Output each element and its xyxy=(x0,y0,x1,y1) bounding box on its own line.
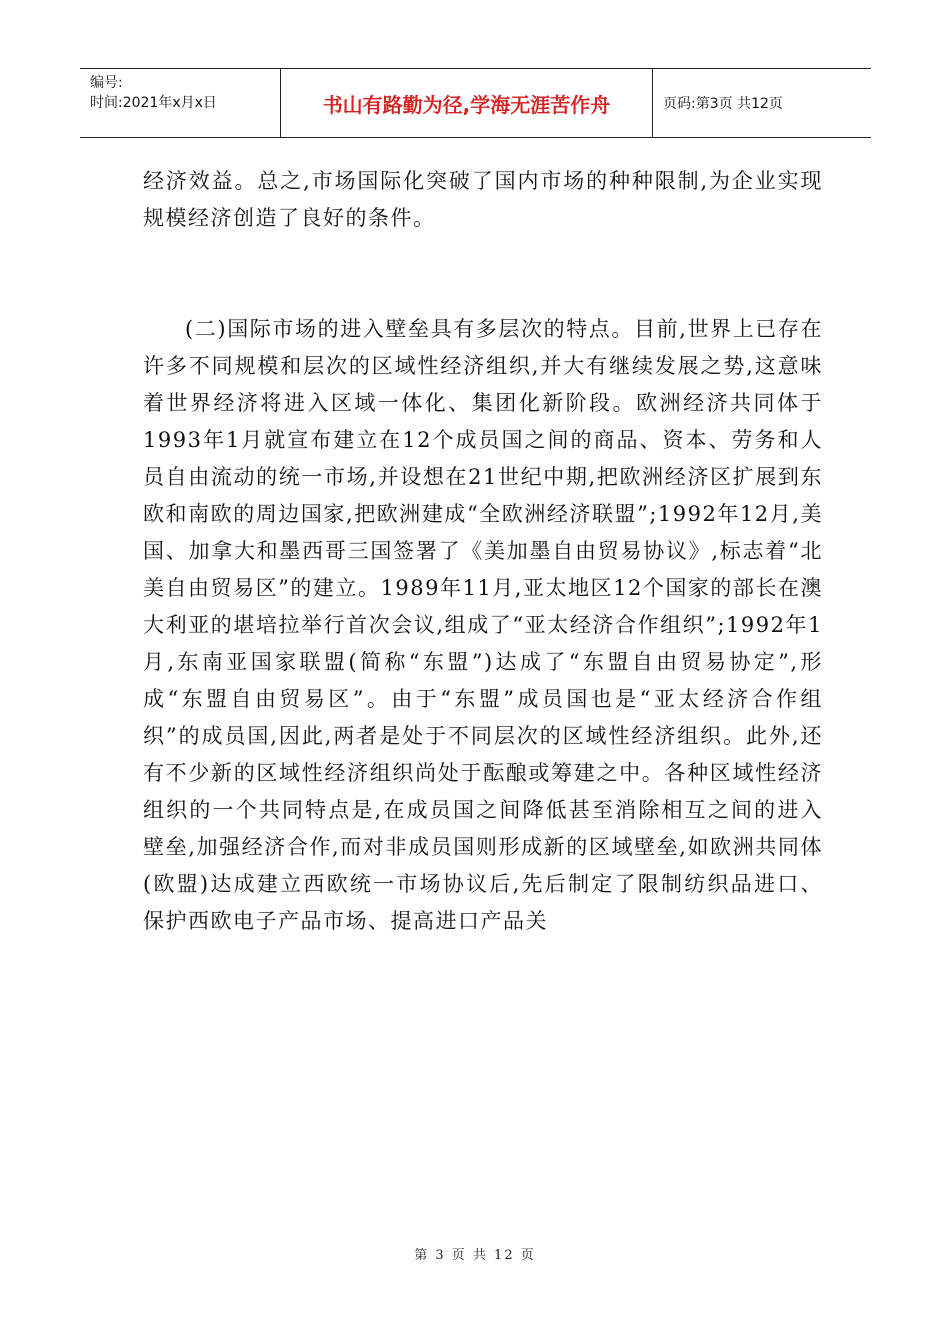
paragraph-2: (二)国际市场的进入壁垒具有多层次的特点。目前,世界上已存在许多不同规模和层次的区域性经济组织,并大有继续发展之势,这意味着世界经济将进入区域一体化、集团化新阶段。欧洲经济共同体于1993年1月就宣布建立在12个成员国之间的商品、资本、劳务和人员自由流动的统一市场,并设想在21世纪中期,把欧洲经济区扩展到东欧和南欧的周边国家,把欧洲建成“全欧洲经济联盟”;1992年12月,美国、加拿大和墨西哥三国签署了《美加墨自由贸易协议》,标志着“北美自由贸易区”的建立。1989年11月,亚太地区12个国家的部长在澳大利亚的堪培拉举行首次会议,组成了“亚太经济合作组织”;1992年1月,东南亚国家联盟(简称“东盟”)达成了“东盟自由贸易协定”,形成“东盟自由贸易区”。由于“东盟”成员国也是“亚太经济合作组织”的成员国,因此,两者是处于不同层次的区域性经济组织。此外,还有不少新的区域性经济组织尚处于酝酿或筹建之中。各种区域性经济组织的一个共同特点是,在成员国之间降低甚至消除相互之间的进入壁垒,加强经济合作,而对非成员国则形成新的区域壁垒,如欧洲共同体(欧盟)达成建立西欧统一市场协议后,先后制定了限制纺织品进口、保护西欧电子产品市场、提高进口产品关 xyxy=(143,317,823,933)
paragraph-1: 经济效益。总之,市场国际化突破了国内市场的种种限制,为企业实现规模经济创造了良好的条件。 xyxy=(143,169,823,230)
page-footer: 第 3 页 共 12 页 xyxy=(414,1248,536,1263)
time-label: 时间:2021年x月x日 xyxy=(90,95,217,111)
header-meta xyxy=(80,69,281,137)
document-body xyxy=(143,163,823,940)
document-header xyxy=(80,68,871,138)
paragraph-gap xyxy=(143,237,823,311)
number-label: 编号: xyxy=(90,75,123,91)
header-motto: 书山有路勤为径,学海无涯苦作舟 xyxy=(281,69,653,137)
header-page-info: 页码:第3页 共12页 xyxy=(663,96,783,112)
